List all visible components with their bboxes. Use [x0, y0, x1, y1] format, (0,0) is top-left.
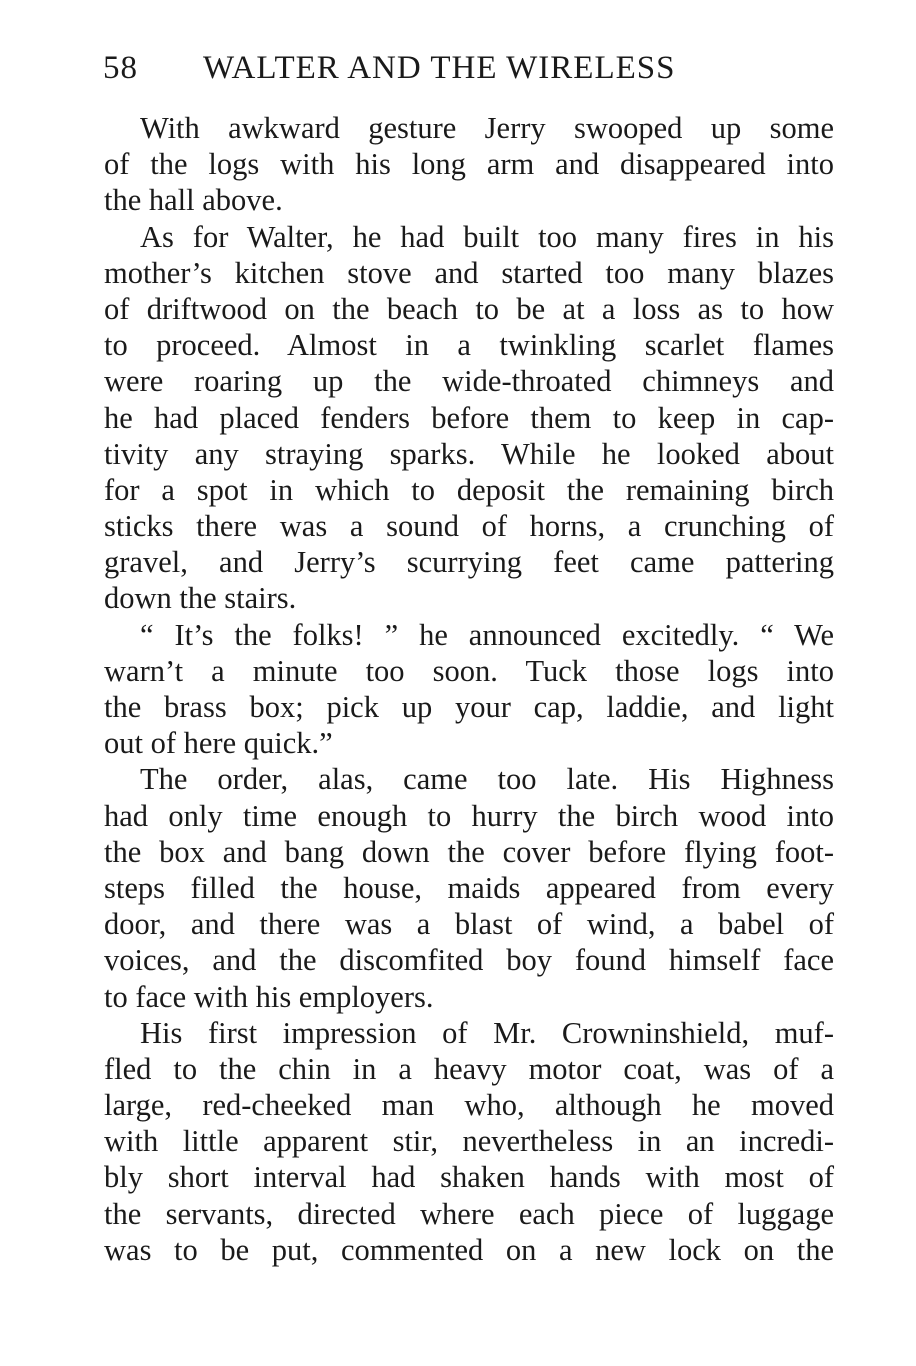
- text-line: fled to the chin in a heavy motor coat, was of a: [104, 1051, 834, 1086]
- text-line: to face with his employers.: [104, 979, 434, 1014]
- page-number: 58: [103, 50, 138, 86]
- text-line: sticks there was a sound of horns, a crunching of: [104, 509, 834, 544]
- text-line: the box and bang down the cover before flying foot-: [104, 834, 834, 869]
- text-line: the brass box; pick up your cap, laddie, and light: [104, 690, 834, 724]
- text-line: The order, alas, came too late. His Highness: [140, 762, 834, 797]
- body-text: [104, 110, 834, 1268]
- text-line: the servants, directed where each piece of luggage: [104, 1196, 834, 1231]
- text-line: large, red-cheeked man who, although he moved: [104, 1088, 834, 1123]
- text-line: to proceed. Almost in a twinkling scarlet flames: [104, 328, 834, 363]
- text-line: steps filled the house, maids appeared from every: [104, 870, 834, 905]
- text-line: bly short interval had shaken hands with most of: [104, 1160, 834, 1195]
- text-line: were roaring up the wide-throated chimneys and: [104, 364, 834, 399]
- text-line: the hall above.: [104, 183, 283, 218]
- text-line: warn’t a minute too soon. Tuck those logs into: [104, 653, 834, 688]
- running-head: [103, 50, 843, 98]
- text-line: out of here quick.”: [104, 726, 333, 761]
- text-line: of driftwood on the beach to be at a loss as to how: [104, 291, 834, 326]
- text-line: down the stairs.: [104, 581, 297, 616]
- text-line: tivity any straying sparks. While he looked about: [104, 436, 834, 471]
- text-line: was to be put, commented on a new lock on the: [104, 1232, 834, 1267]
- text-line: gravel, and Jerry’s scurrying feet came pattering: [104, 545, 834, 580]
- text-line: for a spot in which to deposit the remaining birch: [104, 472, 834, 507]
- text-line: door, and there was a blast of wind, a babel of: [104, 907, 834, 942]
- text-line: His first impression of Mr. Crowninshield, muf-: [140, 1015, 834, 1050]
- text-line: “ It’s the folks! ” he announced excitedly. “ We: [140, 617, 834, 652]
- text-line: with little apparent stir, nevertheless in an incredi-: [104, 1124, 834, 1159]
- text-line: With awkward gesture Jerry swooped up some: [140, 111, 834, 145]
- text-line: he had placed fenders before them to keep in cap-: [104, 400, 834, 435]
- text-line: As for Walter, he had built too many fires in his: [140, 219, 834, 254]
- text-line: of the logs with his long arm and disappeared into: [104, 147, 834, 182]
- text-line: mother’s kitchen stove and started too many blazes: [104, 255, 834, 290]
- running-title: WALTER AND THE WIRELESS: [203, 50, 676, 86]
- text-line: had only time enough to hurry the birch wood into: [104, 798, 834, 833]
- text-line: voices, and the discomfited boy found himself face: [104, 943, 834, 978]
